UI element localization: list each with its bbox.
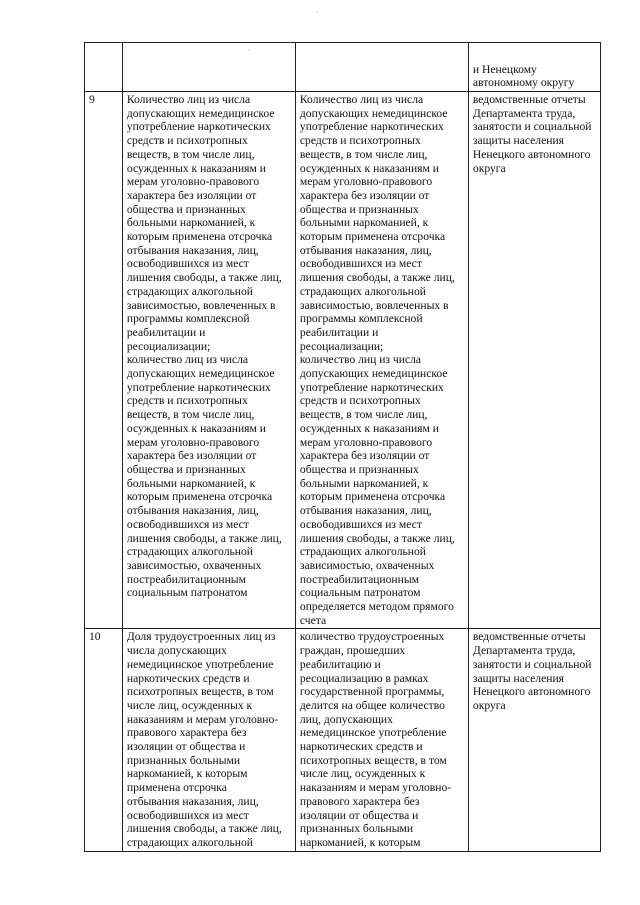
cell-number	[85, 92, 123, 629]
method-text: количество трудоустроенных граждан, прошедших реабилитацию и ресоциализацию в рамках государственной программы, делится на общее количество лиц, допускающих немедицинское употребление наркотических средств и психотропных веществ, в том числе лиц, осужденных к наказаниям и мерам уголовно- правового характера без изоляции от общества и признанных больными наркоманией, к которым	[299, 630, 452, 849]
cell-number	[85, 43, 123, 92]
source-text: ведомственные отчеты Департамента труда, занятости и социальной защиты населения Ненецкого автономного округа	[472, 93, 592, 175]
cell-method	[295, 43, 468, 92]
row-number: 9	[89, 93, 95, 106]
cell-indicator	[122, 92, 295, 629]
scan-speck: ·	[248, 48, 250, 54]
cell-source	[468, 92, 600, 629]
cell-method	[295, 629, 468, 851]
indicator-text: Доля трудоустроенных лиц из числа допускающих немедицинское употребление наркотических средств и психотропных веществ, в том числе лиц, осужденных к наказаниям и мерам уголовно- правового характера без изоляции от общества и признанных больными наркоманией, к которым применена отсрочка отбывания наказания, лиц, освободившихся из мест лишения свободы, а также лиц, страдающих алкогольной	[126, 630, 282, 849]
indicator-text: Количество лиц из числа допускающих немедицинское употребление наркотических средств и психотропных веществ, в том числе лиц, осужденных к наказаниям и мерам уголовно-правового характера без изоляции от общества и признанных больными наркоманией, к которым применена отсрочка отбывания наказания, лиц, освободившихся из мест лишения свободы, а также лиц, страдающих алкогольной зависимостью, вовлеченных в программы комплексной реабилитации и ресоциализации; количество лиц из числа допускающих немедицинское употребление наркотических средств и психотропных веществ, в том числе лиц, осужденных к наказаниям и мерам уголовно-правового характера без изоляции от общества и признанных больными наркоманией, к которым применена отсрочка отбывания наказания, лиц, освободившихся из мест лишения свободы, а также лиц, страдающих алкогольной зависимостью, охваченных постреабилитационным социальным патронатом	[126, 93, 282, 600]
source-text: и Ненецкому автономному округу	[472, 62, 575, 90]
source-text: ведомственные отчеты Департамента труда, занятости и социальной защиты населения Ненецкого автономного округа	[472, 630, 592, 712]
table-row-continuation	[85, 43, 601, 92]
cell-number	[85, 629, 123, 851]
cell-source	[468, 43, 600, 92]
row-number: 10	[89, 630, 101, 644]
table-row	[85, 92, 601, 629]
cell-source	[468, 629, 600, 851]
method-text: Количество лиц из числа допускающих немедицинское употребление наркотических средств и психотропных веществ, в том числе лиц, осужденных к наказаниям и мерам уголовно-правового характера без изоляции от общества и признанных больными наркоманией, к которым применена отсрочка отбывания наказания, лиц, освободившихся из мест лишения свободы, а также лиц, страдающих алкогольной зависимостью, вовлеченных в программы комплексной реабилитации и ресоциализации; количество лиц из числа допускающих немедицинское употребление наркотических средств и психотропных веществ, в том числе лиц, осужденных к наказаниям и мерам уголовно-правового характера без изоляции от общества и признанных больными наркоманией, к которым применена отсрочка отбывания наказания, лиц, освободившихся из мест лишения свободы, а также лиц, страдающих алкогольной зависимостью, охваченных постреабилитационным социальным патронатом определяется методом прямого счета	[299, 93, 455, 627]
table-row	[85, 629, 601, 851]
scan-speck: ·	[316, 10, 318, 16]
cell-indicator	[122, 629, 295, 851]
cell-indicator	[122, 43, 295, 92]
cell-method	[295, 92, 468, 629]
indicators-table	[84, 42, 601, 852]
